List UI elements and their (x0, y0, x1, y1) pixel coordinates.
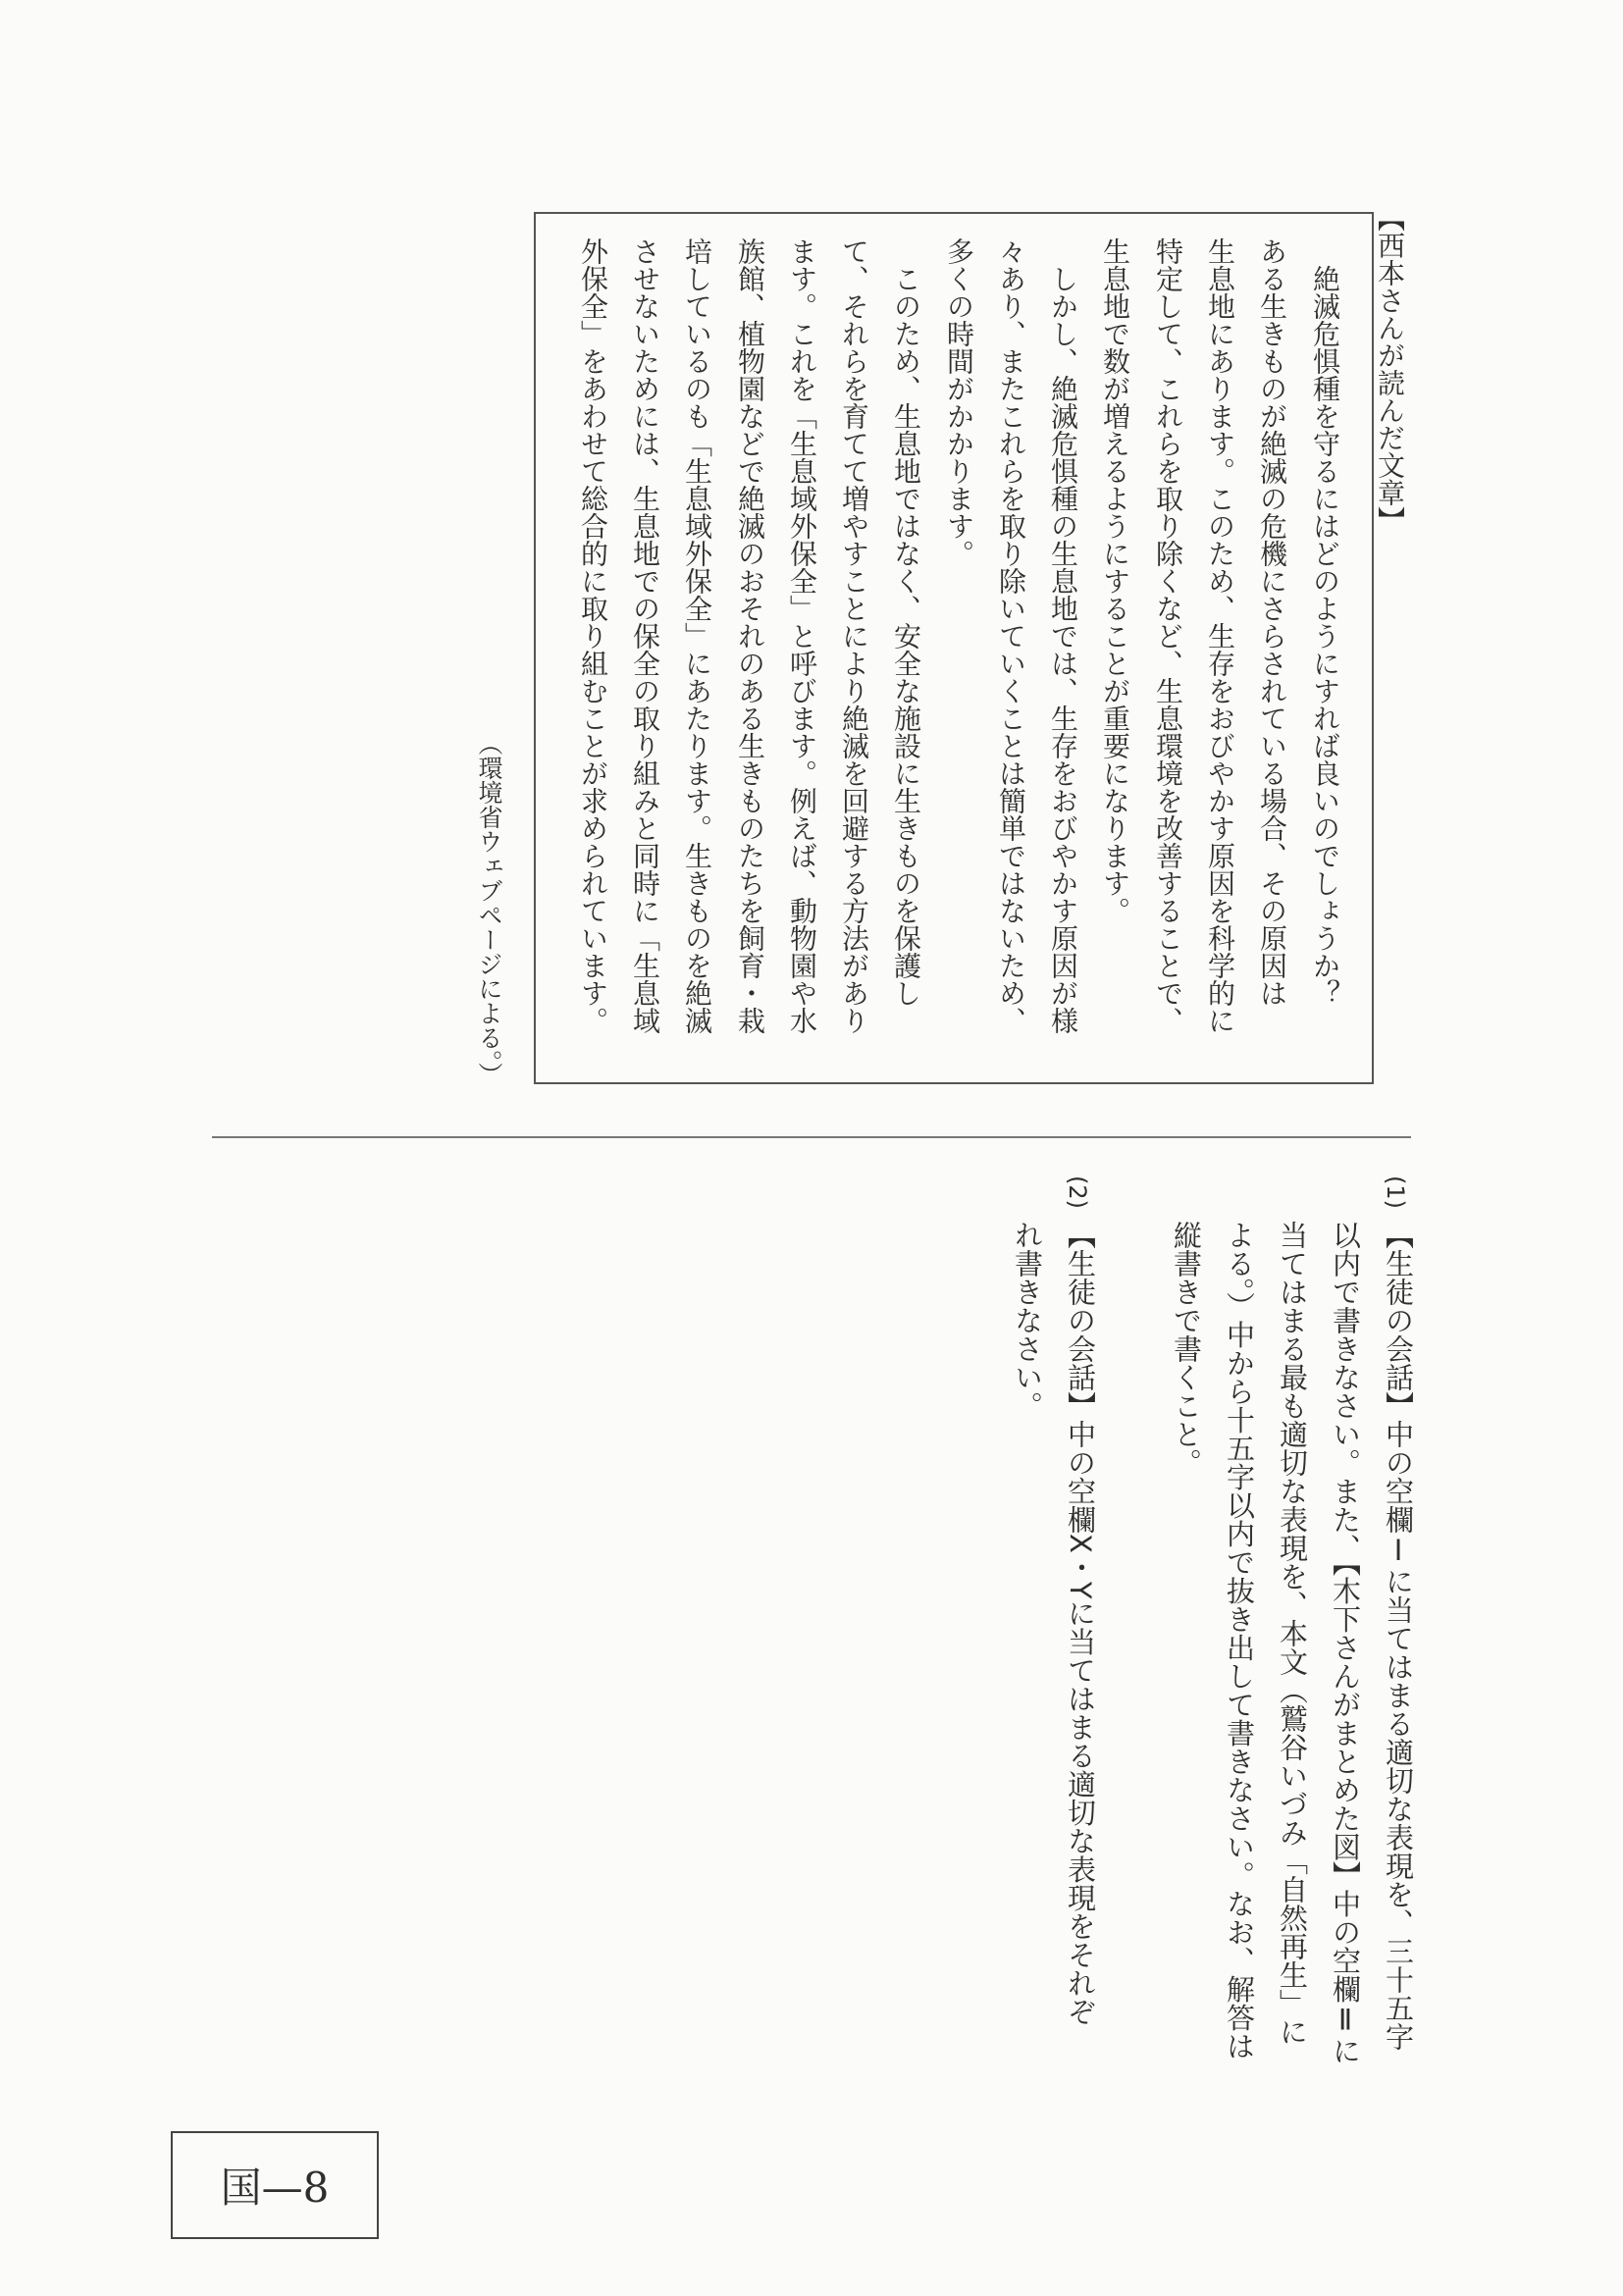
passage-line: 特定して、これらを取り除くなど、生息環境を改善することで、 (1152, 237, 1184, 1034)
passage-line: 族館、植物園などで絶滅のおそれのある生きものたちを飼育・栽 (734, 237, 766, 1034)
passage-line: て、それらを育てて増やすことにより絶滅を回避する方法があり (838, 237, 870, 1034)
page-number: 国—8 (220, 2164, 330, 2212)
passage-line: 絶滅危惧種を守るにはどのようにすれば良いのでしょうか？ (1309, 237, 1341, 1007)
question-2-line: れ書きなさい。 (1011, 1221, 1044, 1420)
passage-line: 々あり、またこれらを取り除いていくことは簡単ではないため、 (995, 237, 1027, 1034)
passage-heading: 【西本さんが読んだ文章】 (1374, 204, 1406, 534)
page-number-box (171, 2131, 379, 2239)
question-1-line: よる。）中から十五字以内で抜き出して書きなさい。なお、解答は (1223, 1221, 1256, 2061)
section-divider (212, 1136, 1411, 1138)
question-1-line: 縦書きで書くこと。 (1170, 1221, 1203, 1477)
passage-line: このため、生息地ではなく、安全な施設に生きものを保護し (890, 237, 922, 1007)
question-2-line: 【生徒の会話】中の空欄X・Yに当てはまる適切な表現をそれぞ (1064, 1221, 1097, 2026)
passage-line: 多くの時間がかかります。 (943, 237, 975, 567)
passage-source: （環境省ウェブページによる。） (475, 731, 503, 1087)
question-2-number: (2) (1064, 1175, 1091, 1209)
passage-line: ある生きものが絶滅の危機にさらされている場合、その原因は (1256, 237, 1288, 1007)
passage-line: させないためには、生息地での保全の取り組みと同時に「生息域 (629, 237, 661, 1034)
question-1-line: 以内で書きなさい。また、【木下さんがまとめた図】中の空欄Ⅱに (1329, 1221, 1362, 2065)
question-1-line: 【生徒の会話】中の空欄Ⅰに当てはまる適切な表現を、三十五字 (1382, 1221, 1415, 2051)
passage-line: 培しているのも「生息域外保全」にあたります。生きものを絶滅 (681, 237, 713, 1034)
passage-line: ます。これを「生息域外保全」と呼びます。例えば、動物園や水 (786, 237, 818, 1034)
passage-line: しかし、絶滅危惧種の生息地では、生存をおびやかす原因が様 (1047, 237, 1079, 1034)
passage-line: 生息地にあります。このため、生存をおびやかす原因を科学的に (1204, 237, 1236, 1034)
passage-line: 生息地で数が増えるようにすることが重要になります。 (1099, 237, 1131, 924)
passage-line: 外保全」をあわせて総合的に取り組むことが求められています。 (577, 237, 609, 1034)
question-1-line: 当てはまる最も適切な表現を、本文（鷲谷いづみ「自然再生」に (1276, 1221, 1309, 2046)
question-1-number: (1) (1382, 1175, 1409, 1209)
